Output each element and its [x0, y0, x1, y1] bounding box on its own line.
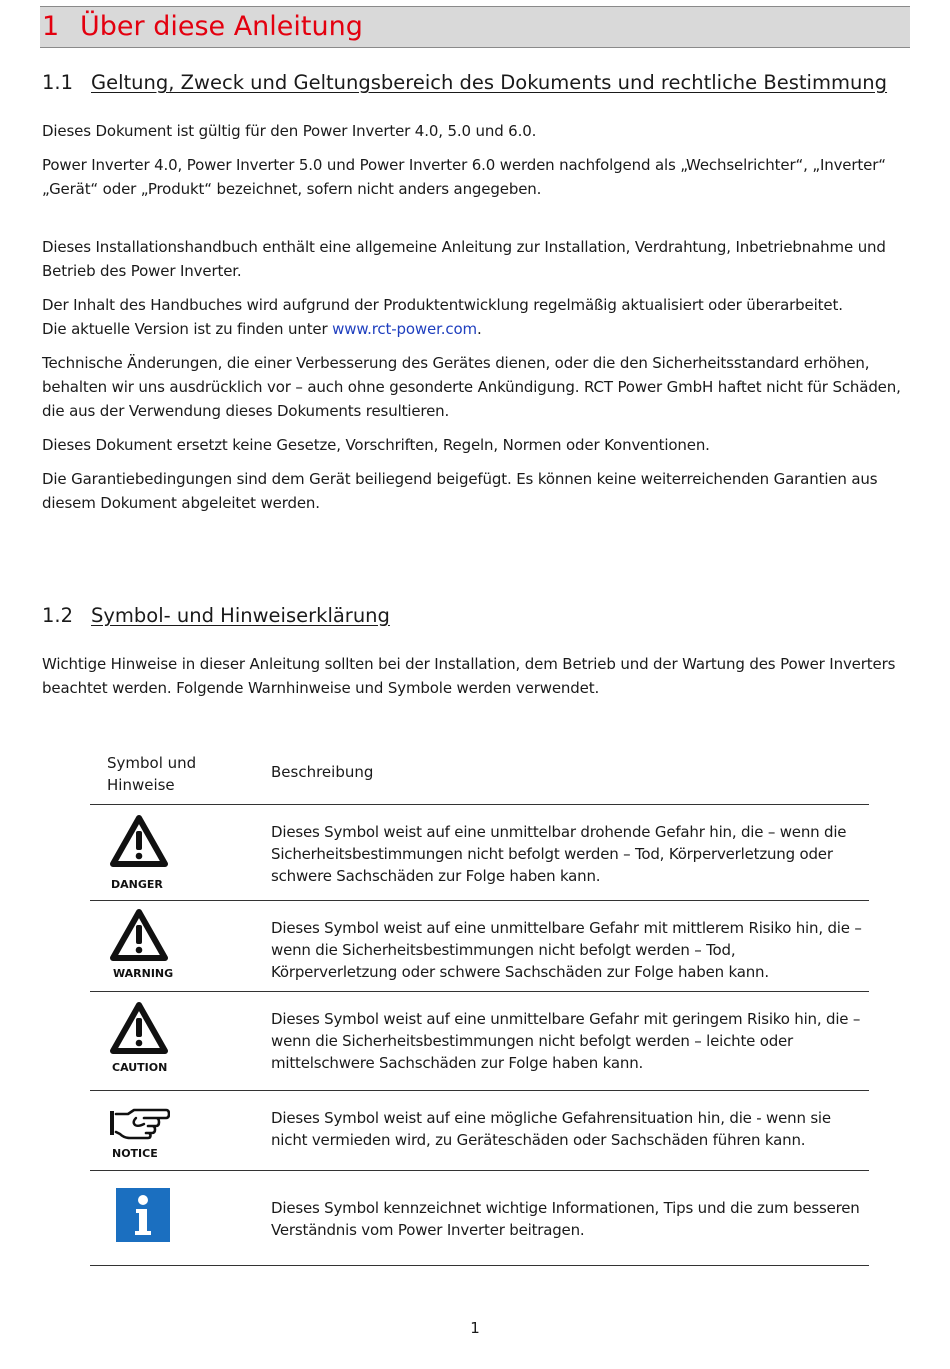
- warning-label: WARNING: [113, 967, 174, 980]
- warning-triangle-icon: [108, 907, 170, 963]
- paragraph-warranty: Die Garantiebedingungen sind dem Gerät beiliegend beigefügt. Es können keine weiterreichenden Garantien aus diesem Dokument abgeleitet werden.: [42, 470, 878, 512]
- chapter-heading: [40, 6, 910, 48]
- paragraph-updates: [42, 293, 912, 341]
- chapter-title: Über diese Anleitung: [80, 11, 363, 42]
- header-description: Beschreibung: [271, 763, 374, 781]
- caution-description: Dieses Symbol weist auf eine unmittelbare Gefahr mit geringem Risiko hin, die – wenn die Sicherheitsbestimmungen nicht befolgt werden – leichte oder mittelschwere Sachschäden zur Folge haben kann.: [271, 1010, 861, 1072]
- updates-line-1: Der Inhalt des Handbuches wird aufgrund der Produktentwicklung regelmäßig aktualisiert oder überarbeitet.: [42, 296, 843, 314]
- table-row: [90, 992, 869, 1091]
- table-row: [90, 805, 869, 901]
- notice-description: Dieses Symbol weist auf eine mögliche Gefahrensituation hin, die - wenn sie nicht vermieden wird, zu Geräteschäden oder Sachschäden führen kann.: [271, 1109, 831, 1149]
- caution-triangle-icon: [108, 1000, 170, 1056]
- section-title: Geltung, Zweck und Geltungsbereich des Dokuments und rechtliche Bestimmung: [91, 71, 888, 94]
- updates-line-2-prefix: Die aktuelle Version ist zu finden unter: [42, 320, 333, 338]
- notice-label: NOTICE: [112, 1147, 158, 1160]
- paragraph-handbook-scope: Dieses Installationshandbuch enthält eine allgemeine Anleitung zur Installation, Verdrahtung, Inbetriebnahme und Betrieb des Power Inverter.: [42, 238, 886, 280]
- header-symbol: Symbol und Hinweise: [107, 754, 197, 794]
- updates-line-2-suffix: .: [476, 320, 482, 338]
- section-heading-1-2: [42, 604, 390, 627]
- paragraph-symbols-intro: Wichtige Hinweise in dieser Anleitung sollten bei der Installation, dem Betrieb und der Wartung des Power Inverters beachtet werden. Folgende Warnhinweise und Symbole werden verwendet.: [42, 655, 896, 697]
- table-row: [90, 1171, 869, 1266]
- page-number: 1: [470, 1319, 480, 1337]
- paragraph-naming: Power Inverter 4.0, Power Inverter 5.0 und Power Inverter 6.0 werden nachfolgend als „Wechselrichter“, „Inverter“ „Gerät“ oder „Produkt“ bezeichnet, sofern nicht anders angegeben.: [42, 156, 886, 198]
- paragraph-no-legal-replacement: Dieses Dokument ersetzt keine Gesetze, Vorschriften, Regeln, Normen oder Konventionen.: [42, 436, 710, 454]
- website-link[interactable]: www.rct-power.com: [332, 320, 477, 338]
- section-heading-1-1: [42, 71, 887, 94]
- caution-label: CAUTION: [112, 1061, 168, 1074]
- paragraph-technical-changes: Technische Änderungen, die einer Verbesserung des Gerätes dienen, oder die den Sicherheitsstandard erhöhen, behalten wir uns ausdrücklich vor – auch ohne gesonderte Ankündigung. RCT Power GmbH haftet nicht für Schäden, die aus der Verwendung dieses Dokuments resultieren.: [42, 354, 901, 420]
- symbol-table: [90, 748, 869, 1266]
- pointing-hand-icon: [108, 1105, 170, 1141]
- section-title: Symbol- und Hinweiserklärung: [91, 604, 390, 627]
- danger-triangle-icon: [108, 813, 170, 869]
- section-number: 1.2: [42, 604, 74, 627]
- danger-label: DANGER: [111, 878, 163, 891]
- info-icon: [116, 1188, 170, 1242]
- chapter-number: 1: [42, 11, 60, 42]
- section-number: 1.1: [42, 71, 74, 94]
- table-row: [90, 901, 869, 992]
- paragraph-validity: Dieses Dokument ist gültig für den Power Inverter 4.0, 5.0 und 6.0.: [42, 122, 537, 140]
- table-row: [90, 1091, 869, 1171]
- warning-description: Dieses Symbol weist auf eine unmittelbare Gefahr mit mittlerem Risiko hin, die – wenn die Sicherheitsbestimmungen nicht befolgt werden – Tod, Körperverletzung oder schwere Sachschäden zur Folge haben kann.: [271, 919, 862, 981]
- table-header-row: [90, 748, 869, 805]
- danger-description: Dieses Symbol weist auf eine unmittelbar drohende Gefahr hin, die – wenn die Sicherheitsbestimmungen nicht befolgt werden – Tod, Körperverletzung oder schwere Sachschäden zur Folge haben kann.: [271, 823, 847, 885]
- info-description: Dieses Symbol kennzeichnet wichtige Informationen, Tips und die zum besseren Verständnis vom Power Inverter beitragen.: [271, 1199, 860, 1239]
